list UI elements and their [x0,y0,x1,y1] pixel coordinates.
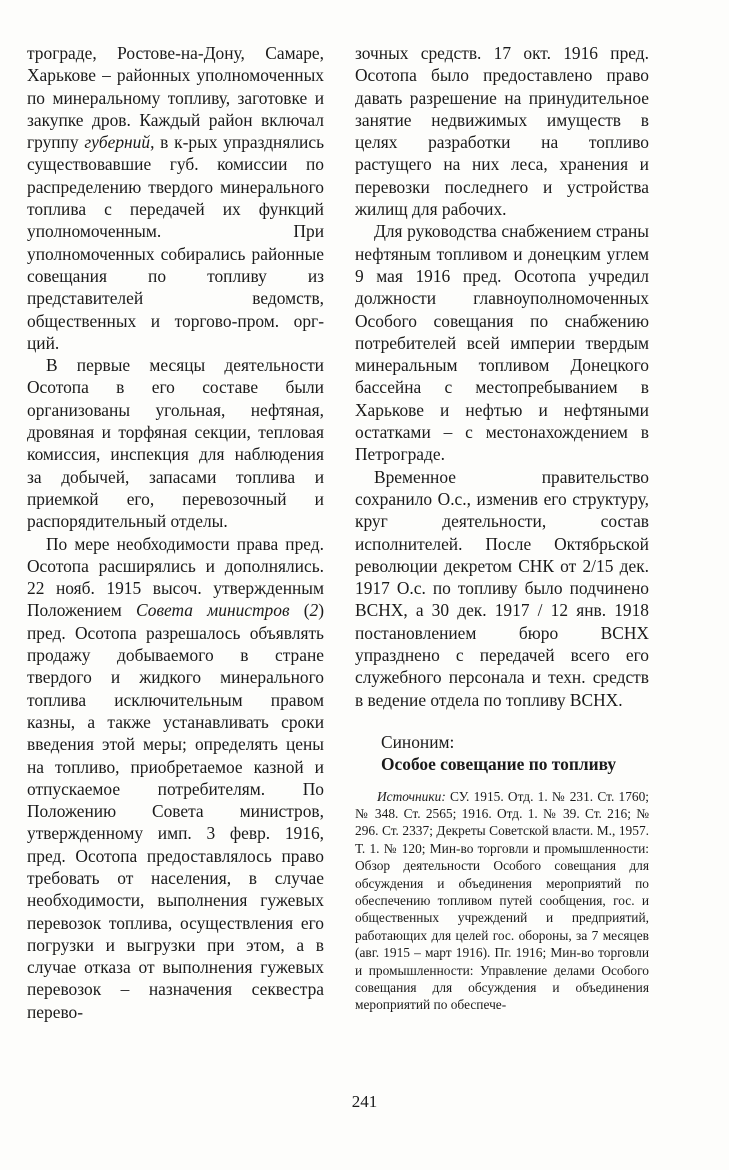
left-paragraph-3 [27,533,324,1024]
left-column [27,42,324,1023]
left-p3-paren: ( [289,600,310,621]
left-p3-text-a: По мере необходимости права пред. Осотопа расширялись и дополнялись. 22 нояб. 1915 высоч. утвержденным Положением [27,533,324,621]
synonym-label: Синоним: [381,731,455,752]
left-p3-italic-ref: 2 [309,600,319,621]
right-paragraph-2: Для руководства снабжением страны нефтяным топливом и донецким углем 9 мая 1916 пред. Осотопа учредил должности главноуполномоченных Особого совещания по снабжению потребителей всей империи твердым минеральным топливом Донецкого бассейна с местопребыванием в Харькове и нефтью и нефтяными остатками – с местонахождением в Петрограде. [355,221,649,465]
left-paragraph-1 [27,42,324,354]
synonym-term: Особое совещание по топливу [381,754,617,775]
right-paragraph-3: Временное правительство сохранило О.с., изменив его структуру, круг деятельности, состав исполнителей. После Октябрьской революции декретом СНК от 2/15 дек. 1917 О.с. по топливу было подчинено ВСНХ, а 30 дек. 1917 / 12 янв. 1918 постановлением бюро ВСНХ упразднено с передачей всего его служебного персонала и техн. средств в ведение отдела по топливу ВСНХ. [355,466,649,710]
left-p1-italic-term: губерний [84,132,151,153]
left-p1-text-a: трограде, Ростове-на-Дону, Самаре, Харькове – районных уполномоченных по минеральному топливу, заготовке и закупке дров. Каждый район включал группу [27,43,324,153]
sources-block [355,788,649,1014]
sources-label: Источники: [377,788,446,804]
left-paragraph-2: В первые месяцы деятельности Осотопа в его составе были организованы угольная, нефтяная, дровяная и торфяная секции, тепловая комиссия, инспекция для наблюдения за добычей, запасами топлива и приемкой его, перевозочный и распорядительный отделы. [27,355,324,532]
right-paragraph-1: зочных средств. 17 окт. 1916 пред. Осотопа было предоставлено право давать разрешение на принудительное занятие недвижимых имуществ в целях разработки на топливо растущего на них леса, хранения и перевозки последнего и устройства жилищ для рабочих. [355,43,649,220]
left-p3-italic-link: Совета министров [136,600,290,621]
sources-text: СУ. 1915. Отд. 1. № 231. Ст. 1760; № 348. Ст. 2565; 1916. Отд. 1. № 39. Ст. 216; № 296. Ст. 2337; Декреты Советской власти. М., 1957. Т. 1. № 120; Мин-во торговли и промышленности: Обзор деятельности Особого совещания для обсуждения и объединения мероприятий по обеспечению топливом путей сообщения, гос. и общественных учреждений и предприятий, работающих для целей гос. обороны, за 7 месяцев (авг. 1915 – март 1916). Пг. 1916; Мин-во торговли и промышленности: Управление делами Особого совещания для обсуждения и объединения мероприятий по обеспече- [355,788,649,1013]
page-number: 241 [351,1092,378,1111]
left-p1-text-b: , в к-рых упразднялись существовавшие губ. комиссии по распределению твердого минерального топлива с передачей их функций уполномоченным. При уполномоченных собирались районные совещания по топливу из представителей ведомств, общественных и торгово-пром. орг-ций. [27,132,324,353]
left-p3-text-b: ) пред. Осотопа разрешалось объявлять продажу добываемого в стране твердого и жидкого минерального топлива исключительным правом казны, а также устанавливать сроки введения этой меры; определять цены на топливо, приобретаемое казной и отпускаемое потребителям. По Положению Совета министров, утвержденному имп. 3 февр. 1916, пред. Осотопа предоставлялось право требовать от населения, в случае необходимости, выполнения гужевых перевозок топлива, осуществления его погрузки и выгрузки при этом, а в случае отказа от выполнения гужевых перевозок – назначения секвестра перево- [27,600,325,1022]
right-column [355,42,649,1014]
